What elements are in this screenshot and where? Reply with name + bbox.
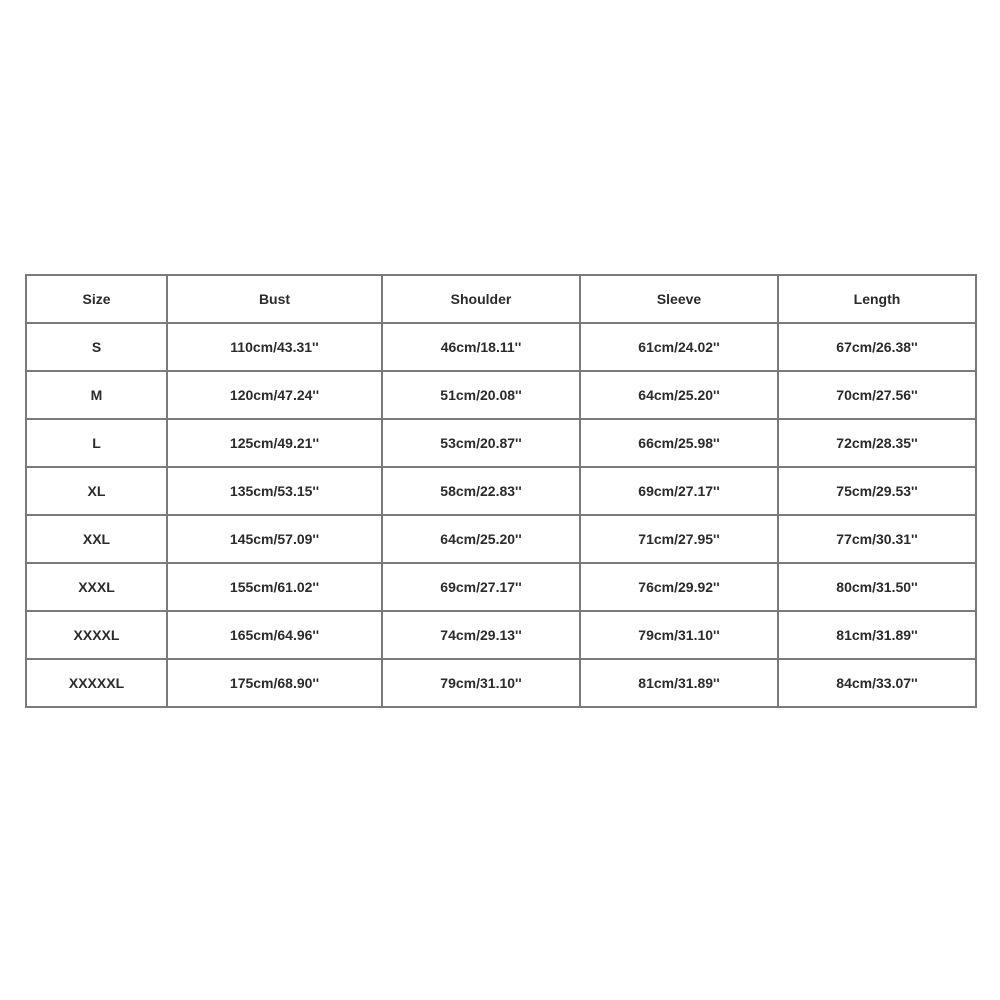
header-bust: Bust [167,275,382,323]
cell-bust: 165cm/64.96'' [167,611,382,659]
cell-sleeve: 71cm/27.95'' [580,515,778,563]
cell-length: 77cm/30.31'' [778,515,976,563]
cell-sleeve: 66cm/25.98'' [580,419,778,467]
header-size: Size [26,275,167,323]
header-sleeve: Sleeve [580,275,778,323]
cell-size: XXXL [26,563,167,611]
cell-length: 70cm/27.56'' [778,371,976,419]
table-row [26,371,976,419]
cell-shoulder: 51cm/20.08'' [382,371,580,419]
cell-shoulder: 69cm/27.17'' [382,563,580,611]
table-row [26,467,976,515]
cell-length: 81cm/31.89'' [778,611,976,659]
cell-sleeve: 64cm/25.20'' [580,371,778,419]
size-chart-table [25,274,977,708]
cell-length: 75cm/29.53'' [778,467,976,515]
cell-sleeve: 81cm/31.89'' [580,659,778,707]
cell-shoulder: 53cm/20.87'' [382,419,580,467]
table-row [26,659,976,707]
cell-bust: 175cm/68.90'' [167,659,382,707]
cell-sleeve: 69cm/27.17'' [580,467,778,515]
table-header-row [26,275,976,323]
cell-shoulder: 79cm/31.10'' [382,659,580,707]
cell-bust: 125cm/49.21'' [167,419,382,467]
cell-sleeve: 61cm/24.02'' [580,323,778,371]
cell-size: XXXXL [26,611,167,659]
cell-length: 80cm/31.50'' [778,563,976,611]
cell-size: XL [26,467,167,515]
cell-shoulder: 58cm/22.83'' [382,467,580,515]
cell-size: XXXXXL [26,659,167,707]
cell-bust: 120cm/47.24'' [167,371,382,419]
cell-sleeve: 76cm/29.92'' [580,563,778,611]
cell-bust: 110cm/43.31'' [167,323,382,371]
table-row [26,419,976,467]
table-row [26,611,976,659]
table-row [26,515,976,563]
cell-shoulder: 46cm/18.11'' [382,323,580,371]
cell-shoulder: 64cm/25.20'' [382,515,580,563]
cell-length: 84cm/33.07'' [778,659,976,707]
cell-bust: 145cm/57.09'' [167,515,382,563]
cell-size: M [26,371,167,419]
cell-length: 72cm/28.35'' [778,419,976,467]
cell-size: XXL [26,515,167,563]
cell-bust: 135cm/53.15'' [167,467,382,515]
header-length: Length [778,275,976,323]
cell-sleeve: 79cm/31.10'' [580,611,778,659]
cell-bust: 155cm/61.02'' [167,563,382,611]
cell-size: S [26,323,167,371]
cell-shoulder: 74cm/29.13'' [382,611,580,659]
cell-size: L [26,419,167,467]
table-row [26,323,976,371]
cell-length: 67cm/26.38'' [778,323,976,371]
header-shoulder: Shoulder [382,275,580,323]
table-row [26,563,976,611]
